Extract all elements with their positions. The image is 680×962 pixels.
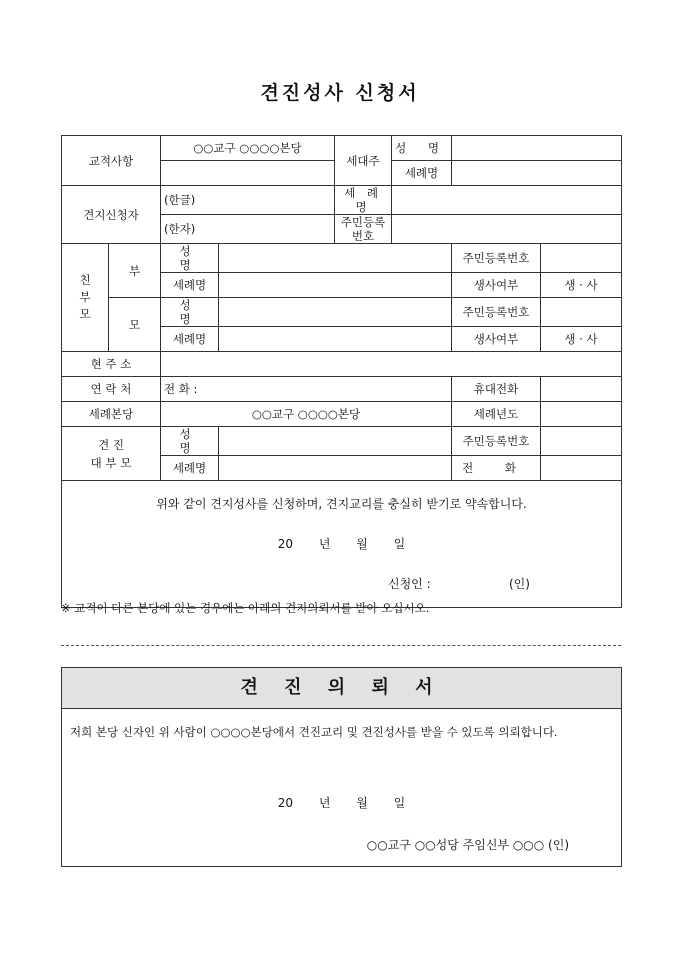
applicant-resident-label: 주민등록번호 <box>335 215 392 244</box>
parish-value: ○○교구 ○○○○본당 <box>161 136 335 161</box>
applicant-seal: (인) <box>509 577 530 591</box>
application-form-table <box>61 135 622 608</box>
baptism-year-label: 세례년도 <box>452 402 541 427</box>
householder-baptismal-label: 세례명 <box>392 161 452 186</box>
sponsor-resident-label: 주민등록번호 <box>452 427 541 456</box>
hangul-label: (한글) <box>164 193 196 207</box>
father-alive-label: 생사여부 <box>452 273 541 298</box>
applicant-baptismal-field[interactable] <box>392 186 622 215</box>
householder-name-field[interactable] <box>452 136 622 161</box>
father-resident-label: 주민등록번호 <box>452 244 541 273</box>
mother-resident-field[interactable] <box>541 298 622 327</box>
request-letter-box <box>61 667 622 867</box>
father-name-label: 성 명 <box>161 244 219 273</box>
mother-baptismal-label: 세례명 <box>161 327 219 352</box>
cut-line-divider <box>61 645 621 646</box>
transfer-note: ※ 교적이 다른 본당에 있는 경우에는 아래의 견지의뢰서를 받아 오십시오. <box>61 601 430 615</box>
father-baptismal-field[interactable] <box>219 273 452 298</box>
applicant-label: 견지신청자 <box>62 186 161 244</box>
householder-baptismal-field[interactable] <box>452 161 622 186</box>
father-name-field[interactable] <box>219 244 452 273</box>
mobile-field[interactable] <box>541 377 622 402</box>
baptism-parish-label: 세례본당 <box>62 402 161 427</box>
sponsor-baptismal-field[interactable] <box>219 456 452 481</box>
baptism-year-field[interactable] <box>541 402 622 427</box>
applicant-sign-label: 신청인 : <box>388 577 431 591</box>
mother-label: 모 <box>109 298 161 352</box>
sponsor-phone-label: 전 화 <box>452 456 541 481</box>
mother-name-field[interactable] <box>219 298 452 327</box>
sponsor-phone-field[interactable] <box>541 456 622 481</box>
applicant-hanja-field[interactable] <box>161 215 335 244</box>
address-label: 현 주 소 <box>62 352 161 377</box>
hanja-label: (한자) <box>164 222 196 236</box>
householder-name-label: 성 명 <box>392 136 452 161</box>
phone-field[interactable] <box>161 377 452 402</box>
father-alive-value[interactable]: 생 · 사 <box>541 273 622 298</box>
father-baptismal-label: 세례명 <box>161 273 219 298</box>
contact-label: 연 락 처 <box>62 377 161 402</box>
mother-resident-label: 주민등록번호 <box>452 298 541 327</box>
mother-baptismal-field[interactable] <box>219 327 452 352</box>
request-letter-date: 20 년 월 일 <box>277 796 406 810</box>
declaration-text: 위와 같이 견지성사를 신청하며, 견지교리를 충실히 받기로 약속합니다. <box>156 497 527 511</box>
baptism-parish-value: ○○교구 ○○○○본당 <box>161 402 452 427</box>
father-label: 부 <box>109 244 161 298</box>
declaration-cell <box>62 481 622 608</box>
applicant-baptismal-label: 세 례 명 <box>335 186 392 215</box>
mother-name-label: 성 명 <box>161 298 219 327</box>
mother-alive-value[interactable]: 생 · 사 <box>541 327 622 352</box>
sponsor-baptismal-label: 세례명 <box>161 456 219 481</box>
parish-extra-field[interactable] <box>161 161 335 186</box>
request-letter-signature: ○○교구 ○○성당 주임신부 ○○○ (인) <box>366 838 569 852</box>
page-title: 견진성사 신청서 <box>260 82 420 104</box>
father-resident-field[interactable] <box>541 244 622 273</box>
mother-alive-label: 생사여부 <box>452 327 541 352</box>
householder-label: 세대주 <box>335 136 392 186</box>
sponsor-name-label: 성 명 <box>161 427 219 456</box>
sponsor-label: 견 진 대 부 모 <box>62 427 161 481</box>
sponsor-resident-field[interactable] <box>541 427 622 456</box>
declaration-date: 20 년 월 일 <box>277 537 406 551</box>
phone-label: 전 화 : <box>164 382 198 396</box>
request-letter-title: 견 진 의 뢰 서 <box>62 668 621 709</box>
request-letter-body: 저희 본당 신자인 위 사람이 ○○○○본당에서 견진교리 및 견진성사를 받을 수 있도록 의뢰합니다. <box>70 725 558 739</box>
sponsor-name-field[interactable] <box>219 427 452 456</box>
parish-label: 교적사항 <box>62 136 161 186</box>
applicant-hangul-field[interactable] <box>161 186 335 215</box>
address-field[interactable] <box>161 352 622 377</box>
applicant-resident-field[interactable] <box>392 215 622 244</box>
parents-label: 친 부 모 <box>62 244 109 352</box>
mobile-label: 휴대전화 <box>452 377 541 402</box>
